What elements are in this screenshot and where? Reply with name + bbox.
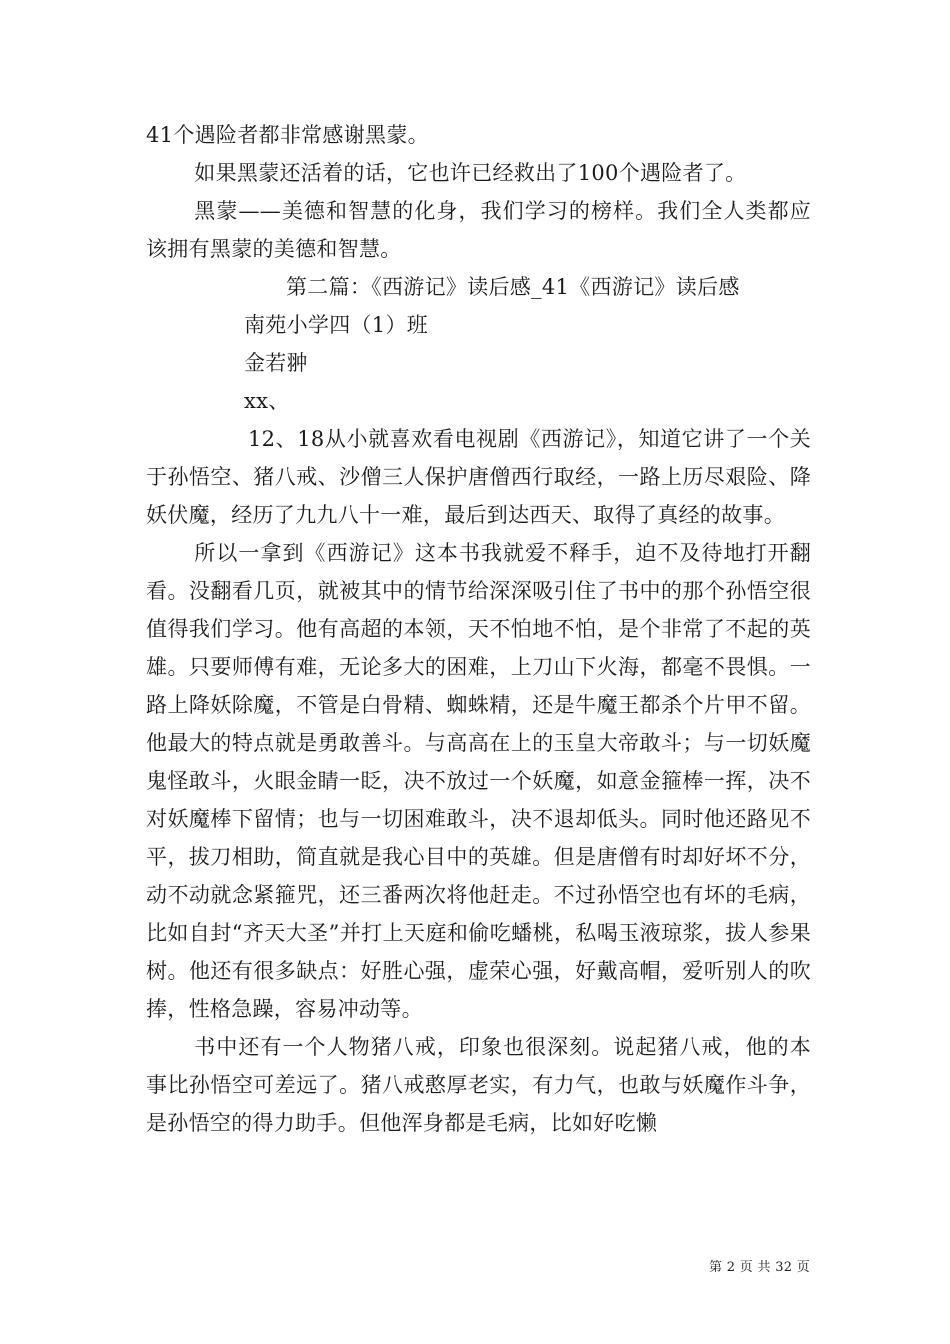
paragraph-sun-wukong: 所以一拿到《西游记》这本书我就爱不释手，迫不及待地打开翻看。没翻看几页，就被其中的情节给深深吸引住了书中的那个孙悟空很值得我们学习。他有高超的本领，天不怕地不怕，是个非常了不起的英雄。只要师傅有难，无论多大的困难，上刀山下火海，都毫不畏惧。一路上降妖除魔，不管是白骨精、蜘蛛精，还是牛魔王都杀个片甲不留。他最大的特点就是勇敢善斗。与高高在上的玉皇大帝敢斗；与一切妖魔鬼怪敢斗，火眼金睛一眨，决不放过一个妖魔，如意金箍棒一挥，决不对妖魔棒下留情；也与一切困难敢斗，决不退却低头。同时他还路见不平，拔刀相助，简直就是我心目中的英雄。但是唐僧有时却好坏不分，动不动就念紧箍咒，还三番两次将他赶走。不过孙悟空也有坏的毛病，比如自封“齐天大圣”并打上天庭和偷吃蟠桃，私喝玉液琼浆，拔人参果树。他还有很多缺点：好胜心强，虚荣心强，好戴高帽，爱听别人的吹捧，性格急躁，容易冲动等。 [146, 541, 811, 1021]
section-title: 第二篇：《西游记》读后感_41《西游记》读后感 [286, 275, 740, 299]
paragraph-continuation: 41个遇险者都非常感谢黑蒙。 [146, 123, 429, 147]
document-body [146, 116, 811, 1142]
page-number-footer: 第 2 页 共 32 页 [709, 1260, 811, 1275]
paragraph-virtue: 黑蒙——美德和智慧的化身，我们学习的榜样。我们全人类都应该拥有黑蒙的美德和智慧。 [146, 199, 811, 261]
author-school: 南苑小学四（1）班 [244, 313, 429, 337]
paragraph-intro: 12、18从小就喜欢看电视剧《西游记》，知道它讲了一个关于孙悟空、猪八戒、沙僧三人保护唐僧西行取经，一路上历尽艰险、降妖伏魔，经历了九九八十一难，最后到达西天、取得了真经的故事。 [146, 427, 811, 527]
paragraph-rescue-count: 如果黑蒙还活着的话，它也许已经救出了100个遇险者了。 [194, 161, 747, 185]
paragraph-zhu-bajie: 书中还有一个人物猪八戒，印象也很深刻。说起猪八戒，他的本事比孙悟空可差远了。猪八戒憨厚老实，有力气，也敢与妖魔作斗争，是孙悟空的得力助手。但他浑身都是毛病，比如好吃懒 [146, 1035, 811, 1135]
author-name: 金若翀 [244, 351, 308, 375]
author-date-prefix: xx、 [244, 389, 290, 413]
